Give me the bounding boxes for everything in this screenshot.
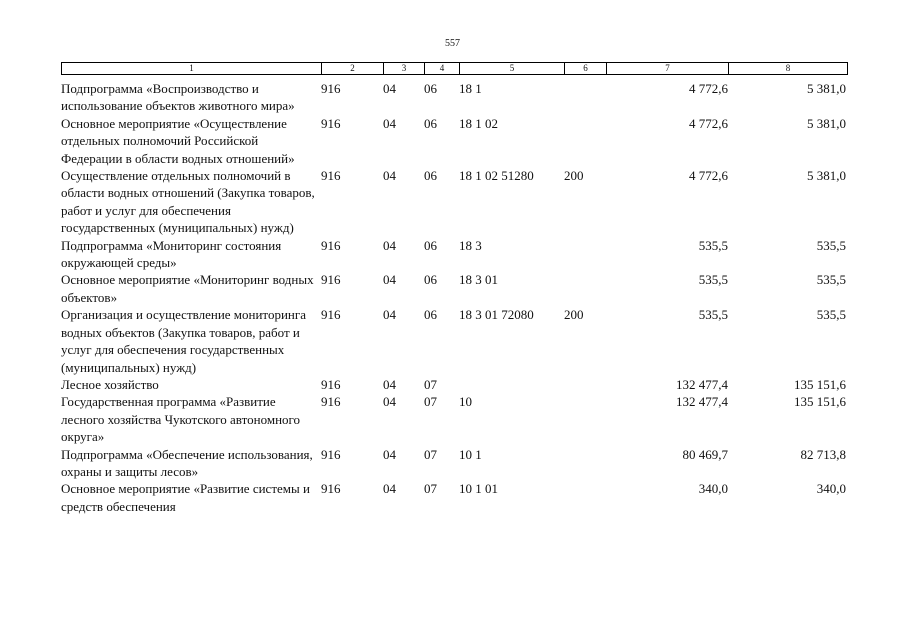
amount-col-7: 4 772,6 [689, 81, 728, 96]
amount-col-8: 135 151,6 [794, 394, 846, 410]
target-article-code: 10 [459, 394, 472, 410]
ministry-code: 916 [321, 81, 341, 96]
target-article-code: 10 1 01 [459, 481, 498, 497]
row-name: Основное мероприятие «Развитие системы и средств обеспечения [61, 481, 310, 514]
page-number: 557 [445, 38, 460, 49]
table-row [61, 80, 846, 115]
ministry-code: 916 [321, 394, 341, 410]
ministry-code: 916 [321, 307, 341, 323]
amount-col-8: 5 381,0 [807, 115, 846, 131]
subsection-code: 07 [424, 394, 437, 410]
row-name: Лесное хозяйство [61, 376, 159, 392]
ministry-code: 916 [321, 376, 341, 392]
target-article-code: 10 1 [459, 446, 482, 462]
row-name: Подпрограмма «Обеспечение использования, охраны и защиты лесов» [61, 446, 313, 479]
section-code: 04 [383, 115, 396, 131]
amount-col-7: 4 772,6 [689, 168, 728, 184]
expense-type-code [564, 237, 606, 272]
subsection-code: 06 [424, 307, 437, 323]
target-article-code [459, 376, 564, 393]
subsection-code: 06 [424, 272, 437, 288]
amount-col-7: 535,5 [698, 272, 728, 288]
amount-col-7: 340,0 [698, 481, 728, 497]
amount-col-8: 535,5 [816, 307, 846, 323]
header-cell-3: 3 [384, 63, 425, 74]
amount-col-7: 4 772,6 [689, 115, 728, 131]
expense-type-code [564, 480, 606, 515]
subsection-code: 06 [424, 168, 437, 184]
amount-col-7: 132 477,4 [676, 394, 728, 410]
amount-col-8: 340,0 [816, 481, 846, 497]
amount-col-7: 535,5 [698, 307, 728, 323]
subsection-code: 07 [424, 376, 437, 392]
amount-col-8: 82 713,8 [800, 446, 846, 462]
ministry-code: 916 [321, 237, 341, 253]
target-article-code: 18 3 01 [459, 272, 498, 288]
row-name: Организация и осуществление мониторинга водных объектов (Закупка товаров, работ и услуг для обеспечения государственных (муниципальных) нужд) [61, 307, 306, 375]
expense-type-code [564, 393, 606, 445]
target-article-code: 18 1 02 51280 [459, 168, 534, 184]
section-code: 04 [383, 376, 396, 392]
table-row [61, 446, 846, 481]
row-name: Основное мероприятие «Осуществление отдельных полномочий Российской Федерации в области водных отношений» [61, 115, 295, 166]
header-cell-7: 7 [607, 63, 729, 74]
ministry-code: 916 [321, 446, 341, 462]
subsection-code: 06 [424, 81, 437, 96]
table-row [61, 115, 846, 167]
section-code: 04 [383, 237, 396, 253]
section-code: 04 [383, 272, 396, 288]
row-name: Подпрограмма «Мониторинг состояния окружающей среды» [61, 237, 282, 271]
amount-col-8: 535,5 [816, 272, 846, 288]
expense-type-code [564, 80, 606, 115]
header-cell-5: 5 [460, 63, 565, 74]
subsection-code: 06 [424, 115, 437, 131]
target-article-code: 18 3 [459, 237, 482, 253]
amount-col-8: 535,5 [816, 237, 846, 253]
subsection-code: 06 [424, 237, 437, 253]
header-cell-8: 8 [785, 63, 791, 73]
expense-type-code [564, 271, 606, 306]
table-row [61, 271, 846, 306]
section-code: 04 [383, 81, 396, 96]
header-cell-6: 6 [565, 63, 607, 74]
amount-col-8: 135 151,6 [794, 376, 846, 392]
budget-table-body [61, 80, 846, 515]
ministry-code: 916 [321, 272, 341, 288]
table-row [61, 376, 846, 393]
expense-type-code [564, 115, 606, 167]
amount-col-8: 5 381,0 [807, 168, 846, 184]
target-article-code: 18 1 02 [459, 115, 498, 131]
subsection-code: 07 [424, 481, 437, 497]
section-code: 04 [383, 307, 396, 323]
ministry-code: 916 [321, 115, 341, 131]
amount-col-7: 535,5 [698, 237, 728, 253]
expense-type-code [564, 376, 606, 393]
target-article-code: 18 3 01 72080 [459, 307, 534, 323]
target-article-code: 18 1 [459, 81, 482, 96]
row-name: Основное мероприятие «Мониторинг водных объектов» [61, 272, 314, 305]
amount-col-8: 5 381,0 [807, 81, 846, 96]
amount-col-7: 132 477,4 [676, 376, 728, 392]
header-cell-2: 2 [322, 63, 384, 74]
row-name: Осуществление отдельных полномочий в области водных отношений (Закупка товаров, работ и услуг для обеспечения государственных (муниципальных) нужд) [61, 168, 315, 236]
table-row [61, 480, 846, 515]
section-code: 04 [383, 481, 396, 497]
table-row [61, 237, 846, 272]
expense-type-code [564, 446, 606, 481]
section-code: 04 [383, 446, 396, 462]
ministry-code: 916 [321, 481, 341, 497]
table-header [61, 62, 848, 75]
row-name: Государственная программа «Развитие лесного хозяйства Чукотского автономного округа» [61, 394, 301, 445]
row-name: Подпрограмма «Воспроизводство и использование объектов животного мира» [61, 81, 295, 114]
section-code: 04 [383, 394, 396, 410]
table-row [61, 167, 846, 237]
header-cell-4: 4 [425, 63, 460, 74]
table-row [61, 306, 846, 376]
section-code: 04 [383, 168, 396, 184]
subsection-code: 07 [424, 446, 437, 462]
ministry-code: 916 [321, 168, 341, 184]
expense-type-code: 200 [564, 168, 584, 184]
header-cell-1: 1 [62, 63, 322, 74]
amount-col-7: 80 469,7 [682, 446, 728, 462]
table-row [61, 393, 846, 445]
expense-type-code: 200 [564, 307, 584, 323]
